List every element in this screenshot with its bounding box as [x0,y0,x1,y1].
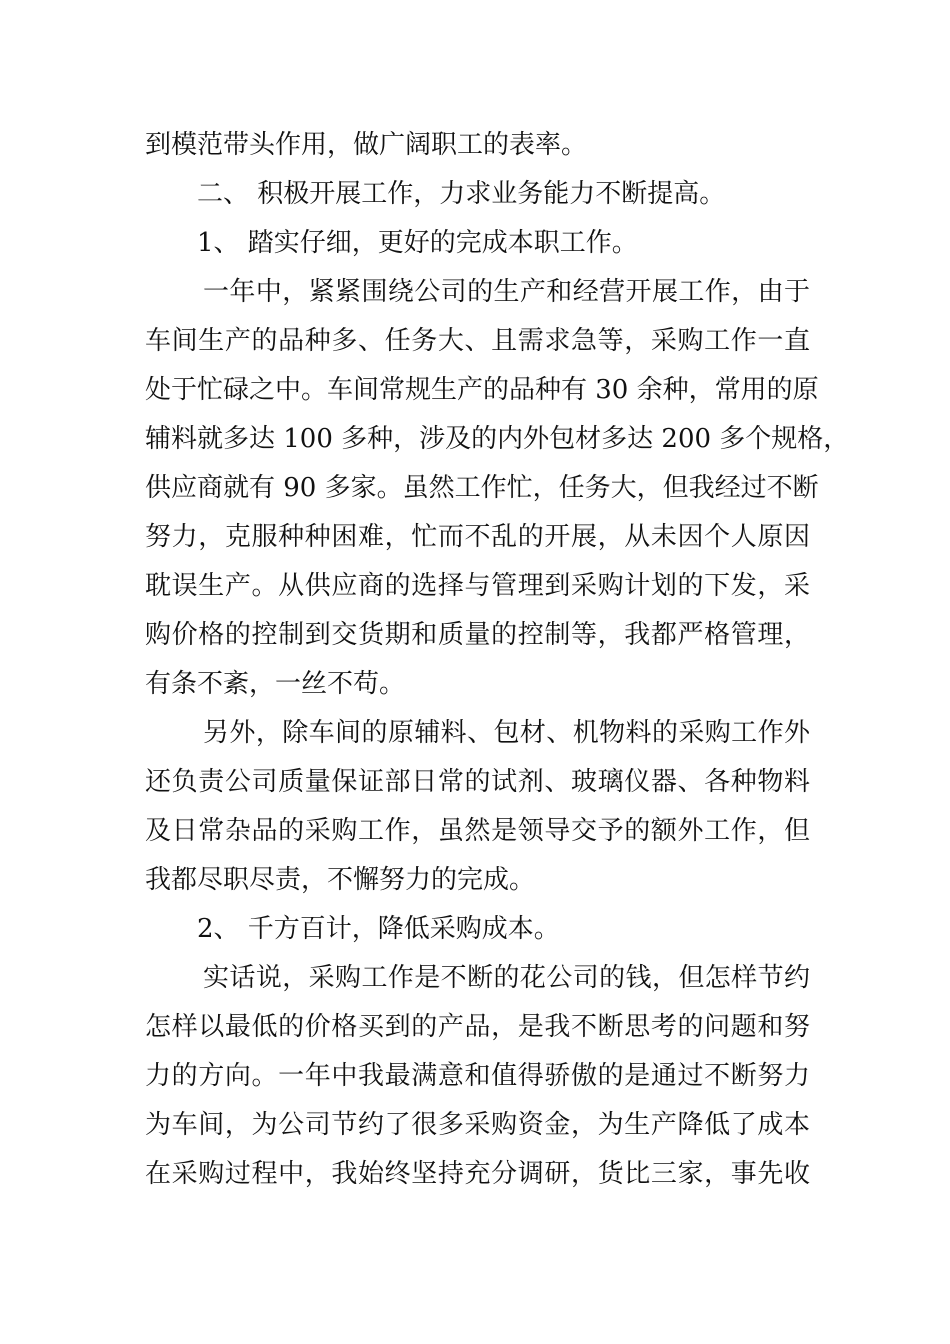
subsection-heading: 2、 千方百计，降低采购成本。 [197,914,560,944]
text-line: 我都尽职尽责，不懈努力的完成。 [145,865,536,895]
text-line: 辅料就多达 100 多种，涉及的内外包材多达 200 多个规格， [145,424,850,454]
text-line: 实话说，采购工作是不断的花公司的钱，但怎样节约 [203,963,810,993]
text-line: 处于忙碌之中。车间常规生产的品种有 30 余种，常用的原 [145,375,819,405]
text-line: 购价格的控制到交货期和质量的控制等，我都严格管理， [145,620,810,650]
text-line: 一年中，紧紧围绕公司的生产和经营开展工作，由于 [203,277,810,307]
subsection-heading: 1、 踏实仔细，更好的完成本职工作。 [197,228,638,258]
text-line: 为车间，为公司节约了很多采购资金，为生产降低了成本 [145,1110,810,1140]
text-line: 耽误生产。从供应商的选择与管理到采购计划的下发，采 [145,571,810,601]
text-line: 怎样以最低的价格买到的产品，是我不断思考的问题和努 [145,1012,810,1042]
section-heading: 二、 积极开展工作，力求业务能力不断提高。 [197,179,726,209]
text-line: 另外，除车间的原辅料、包材、机物料的采购工作外 [203,718,810,748]
text-line: 车间生产的品种多、任务大、且需求急等，采购工作一直 [145,326,810,356]
text-line: 力的方向。一年中我最满意和值得骄傲的是通过不断努力 [145,1061,810,1091]
text-line: 有条不紊，一丝不苟。 [145,669,406,699]
text-line: 供应商就有 90 多家。虽然工作忙，任务大，但我经过不断 [145,473,819,503]
text-line: 到模范带头作用，做广阔职工的表率。 [145,130,588,160]
document-body [145,121,850,1199]
text-line: 及日常杂品的采购工作，虽然是领导交予的额外工作，但 [145,816,810,846]
text-line: 努力，克服种种困难，忙而不乱的开展，从未因个人原因 [145,522,810,552]
text-line: 在采购过程中，我始终坚持充分调研，货比三家，事先收 [145,1159,810,1189]
text-line: 还负责公司质量保证部日常的试剂、玻璃仪器、各种物料 [145,767,810,797]
